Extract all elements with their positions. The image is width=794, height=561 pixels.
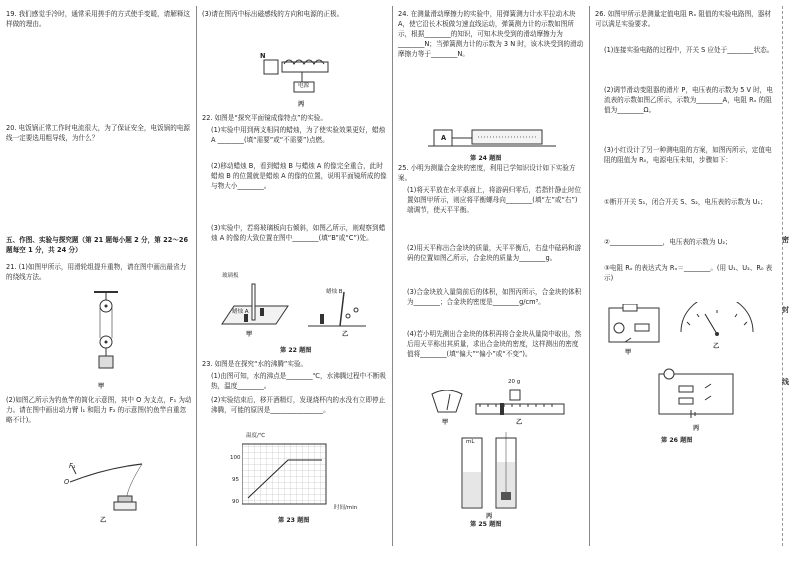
question-20: 20. 电饭锅正常工作时电流很大，为了保证安全，电饭锅的电源线一定要选用粗导线，为什么？ bbox=[6, 124, 191, 142]
question-26-1: (1)连接实验电路的过程中，开关 S 应处于________状态。 bbox=[604, 46, 774, 54]
figure-26a-label: 甲 bbox=[625, 349, 632, 356]
question-19: 19. 我们感觉手冷时，通常采用搓手的方式使手变暖，请解释这样做的理由。 bbox=[6, 10, 191, 28]
question-22-1: (1)实验中用到两支相同的蜡烛，为了使实验效果更好，蜡烛 A ________(填“需要”或“不需要”)点燃。 bbox=[211, 126, 386, 144]
question-22-3: (3)实验中，若将玻璃板向右倾斜，如图乙所示，则观察到蜡烛 A 的像的大致位置在图中________(填“B”或“C”)处。 bbox=[211, 224, 386, 242]
question-21-3: (3)请在图丙中标出磁感线的方向和电源的正极。 bbox=[202, 10, 344, 18]
question-26-3: (3)小红设计了另一种测电阻的方案，如图丙所示，定值电阻的阻值为 R₀，电源电压未知，步骤如下： bbox=[604, 146, 772, 164]
cylinder-ml-label: mL bbox=[466, 439, 475, 445]
question-25-4: (4)若小明先测出合金块的体积再将合金块从量筒中取出，然后用天平称出其质量，求出合金块的密度，这样测出的密度值将________(填“偏大”“偏小”或“不变”)。 bbox=[407, 330, 582, 358]
column-1 bbox=[6, 8, 192, 538]
figure-26c-label: 丙 bbox=[693, 425, 700, 432]
question-22: 22. 如图是“探究平面镜成像特点”的实验。 bbox=[202, 114, 327, 122]
figure-25b-label: 乙 bbox=[516, 419, 523, 426]
graph-tick-100: 100 bbox=[230, 455, 241, 461]
figure-21b-label: 乙 bbox=[100, 517, 107, 524]
question-25-1: (1)将天平放在水平桌面上，将游码归零后，若指针静止时位置如图甲所示，则应将平衡螺母向________(填“左”或“右”)端调节，使天平平衡。 bbox=[407, 186, 582, 214]
power-source-label: 电源 bbox=[298, 83, 310, 89]
question-25-2: (2)用天平称出合金块的质量，天平平衡后，右盘中砝码和游码的位置如图乙所示，合金块的质量为________g。 bbox=[407, 244, 582, 262]
graph-y-axis-label: 温度/℃ bbox=[246, 433, 266, 439]
balance-weights-diagram bbox=[470, 384, 570, 418]
graph-x-axis-label: 时间/min bbox=[334, 505, 358, 511]
figure-25a-label: 甲 bbox=[442, 419, 449, 426]
column-3 bbox=[398, 8, 584, 538]
seal-mark-xian: 线 bbox=[781, 378, 790, 385]
graph-tick-90: 90 bbox=[232, 499, 239, 505]
candle-a-label: 蜡烛 A bbox=[232, 309, 249, 315]
circuit-diagram-c bbox=[655, 364, 739, 420]
boiling-graph bbox=[242, 440, 332, 508]
candle-b-label: 蜡烛 B bbox=[326, 289, 343, 295]
circuit-diagram-a bbox=[605, 304, 665, 348]
question-25-3: (3)合金块放入量筒前后的体积，如图丙所示，合金块的体积为________；合金块的密度是________g/cm³。 bbox=[407, 288, 582, 306]
force-f1-label: F₁ bbox=[69, 462, 76, 470]
question-22-2: (2)移动蜡烛 B，看到蜡烛 B 与蜡烛 A 的像完全重合，此时蜡烛 B 的位置就是蜡烛 A 的像的位置，说明平面镜所成的像与物大小________。 bbox=[211, 162, 387, 190]
friction-experiment-diagram bbox=[428, 116, 558, 152]
figure-22-caption: 第 22 题图 bbox=[280, 347, 312, 354]
column-2 bbox=[202, 8, 388, 538]
pulley-diagram bbox=[86, 290, 126, 382]
figure-22b-label: 乙 bbox=[342, 331, 349, 338]
question-26-2: (2)调节滑动变阻器的滑片 P，电压表的示数为 5 V 时，电流表的示数如图乙所示，示数为________A，电阻 Rₓ 的阻值为________Ω。 bbox=[604, 86, 773, 114]
glass-plate-label: 玻璃板 bbox=[222, 273, 239, 279]
question-25: 25. 小明为测量合金块的密度，利用已学知识设计如下实验方案。 bbox=[398, 164, 576, 182]
block-a-label: A bbox=[441, 134, 447, 142]
weight-20g-label: 20 g bbox=[508, 379, 521, 385]
balance-pointer-diagram bbox=[430, 390, 464, 416]
figure-21a-label: 甲 bbox=[98, 383, 105, 390]
figure-21c-label: 丙 bbox=[298, 101, 305, 108]
seal-mark-mi: 密 bbox=[781, 236, 790, 243]
figure-25c-label: 丙 bbox=[486, 513, 493, 520]
question-23: 23. 如图是在探究“水的沸腾”实验。 bbox=[202, 360, 308, 368]
figure-22a-label: 甲 bbox=[246, 331, 253, 338]
section-5-heading: 五、作图、实验与探究题（第 21 题每小题 2 分，第 22～26 题每空 1 分，共 24 分） bbox=[6, 236, 189, 254]
question-21-2: (2)如图乙所示为钓鱼竿的简化示意图，其中 O 为支点，F₁ 为动力。请在图中画出动力臂 l₁ 和阻力 F₂ 的示意图(钓鱼竿自重忽略不计)。 bbox=[6, 396, 192, 424]
north-pole-label: N bbox=[260, 52, 266, 60]
graph-tick-95: 95 bbox=[232, 477, 239, 483]
question-26: 26. 如图甲所示是测量定值电阻 Rₓ 阻值的实验电路图，器材可以满足实验要求。 bbox=[595, 10, 771, 28]
question-23-1: (1)由图可知，水的沸点是________℃，水沸腾过程中不断吸热，温度________。 bbox=[211, 372, 386, 390]
column-4 bbox=[595, 8, 775, 538]
figure-26b-label: 乙 bbox=[713, 343, 720, 350]
question-26-step-1: ①断开开关 S₁，闭合开关 S、S₂，电压表的示数为 U₁； bbox=[604, 198, 767, 206]
pivot-o-label: O bbox=[64, 478, 70, 486]
figure-26-caption: 第 26 题图 bbox=[661, 437, 693, 444]
question-21-1: 21. (1)如图甲所示，用滑轮组提升重物，请在图中画出最省力的绕线方法。 bbox=[6, 263, 187, 281]
figure-25-caption: 第 25 题图 bbox=[470, 521, 502, 528]
question-24: 24. 在测量滑动摩擦力的实验中，用弹簧测力计水平拉动木块 A，使它沿长木板做匀速直线运动，弹簧测力计的示数如图所示，根据________的知识，可知木块受到的滑动摩擦力为________N；当弹簧测力计的示数为 3 N 时，该木块受到的滑动摩擦力等于________N。 bbox=[398, 10, 584, 58]
figure-23-caption: 第 23 题图 bbox=[278, 517, 310, 524]
question-26-step-3: ③电阻 Rₓ 的表达式为 Rₓ＝________。(用 U₁、U₂、R₀ 表示) bbox=[604, 264, 773, 282]
ammeter-dial-diagram bbox=[675, 302, 759, 338]
question-23-2: (2)实验结束后，移开酒精灯，发现烧杯内的水没有立即停止沸腾，可能的原因是________________。 bbox=[211, 396, 386, 414]
figure-24-caption: 第 24 题图 bbox=[470, 155, 502, 162]
seal-mark-feng: 封 bbox=[781, 306, 790, 313]
fishing-rod-diagram bbox=[66, 456, 146, 516]
question-26-step-2: ②________________，电压表的示数为 U₂； bbox=[604, 238, 732, 246]
